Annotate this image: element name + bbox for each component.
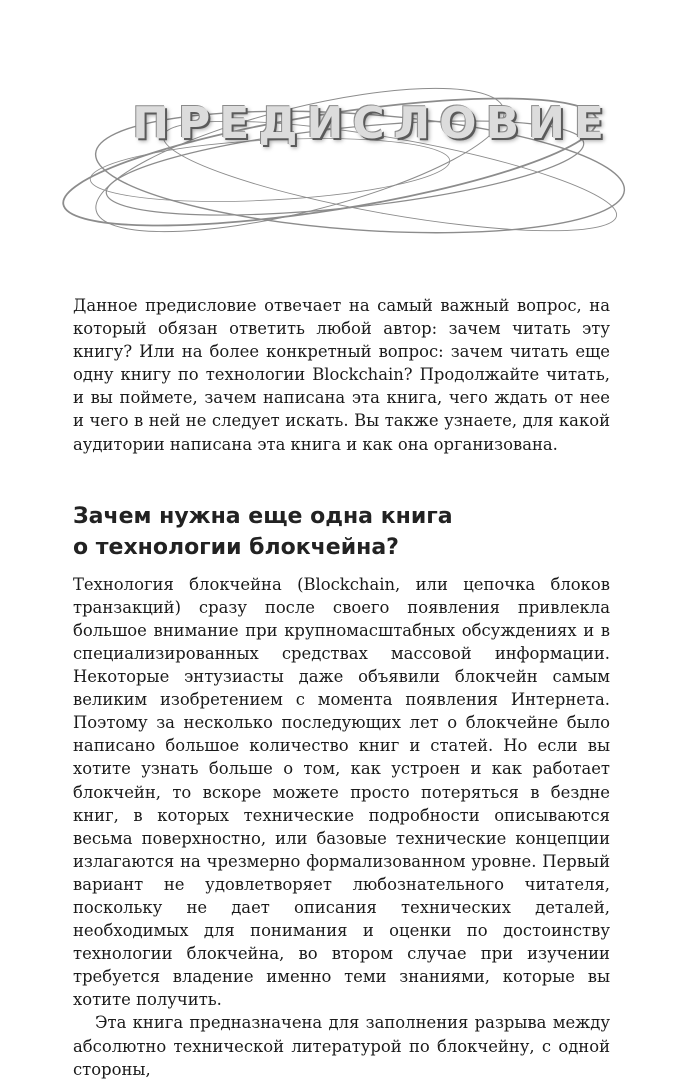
chapter-title: ПРЕДИСЛОВИЕ [132,98,613,149]
body-paragraph-1: Технология блокчейна (Blockchain, или цепочка блоков транзакций) сразу после своего появления привлекла большое внимание при крупномасштабных обсуждениях и в специализированных средствах массовой информации. Некоторые энтузиасты даже объявили блокчейн самым великим изобретением с момента появления Интернета. Поэтому за несколько последующих лет о блокчейне было написано большое количество книг и статей. Но если вы хотите узнать больше о том, как устроен и как работает блокчейн, то вскоре можете просто потеряться в бездне книг, в которых технические подробности описываются весьма поверхностно, или базовые технические концепции излагаются на чрезмерно формализованном уровне. Первый вариант не удовлетворяет любознательного читателя, поскольку не дает описания технических деталей, необходимых для понимания и оценки по достоинству технологии блокчейна, во втором случае при изучении требуется владение именно теми знаниями, которые вы хотите получить. [73,574,610,1010]
section-heading [73,501,610,563]
section-heading-line-1: Зачем нужна еще одна книга [73,503,453,529]
page-body [73,294,610,1081]
chapter-header [0,0,683,250]
section-heading-line-2: о технологии блокчейна? [73,534,399,560]
intro-paragraph: Данное предисловие отвечает на самый важный вопрос, на который обязан ответить любой автор: зачем читать эту книгу? Или на более конкретный вопрос: зачем читать еще одну книгу по технологии Blockchain? Продолжайте читать, и вы поймете, зачем написана эта книга, чего ждать от нее и чего в ней не следует искать. Вы также узнаете, для какой аудитории написана эта книга и как она организована. [73,296,610,454]
body-paragraph-2: Эта книга предназначена для заполнения разрыва между абсолютно технической литературой по блокчейну, с одной стороны, [73,1013,610,1079]
